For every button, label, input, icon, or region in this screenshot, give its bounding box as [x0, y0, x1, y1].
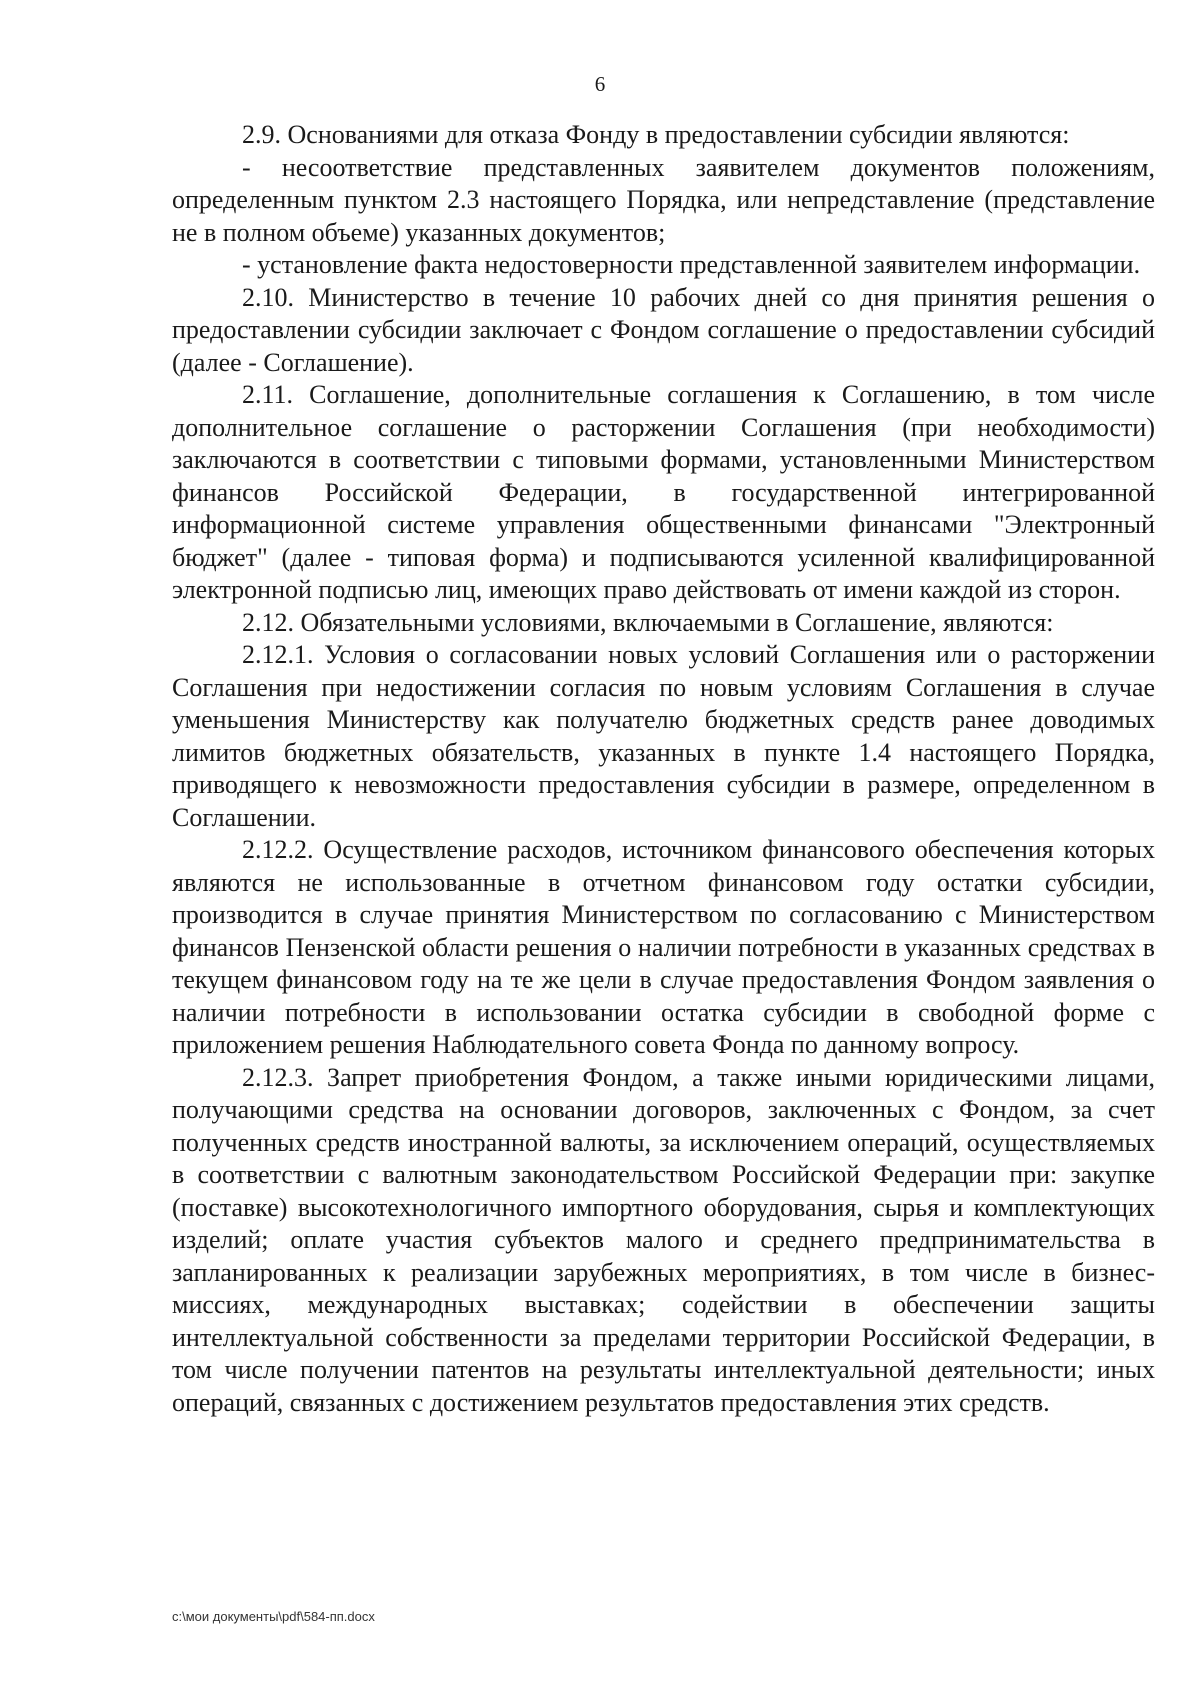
paragraph-2-12-1: 2.12.1. Условия о согласовании новых условий Соглашения или о расторжении Соглашения при недостижении согласия по новым условиям Соглашения в случае уменьшения Министерству как получателю бюджетных средств ранее доводимых лимитов бюджетных обязательств, указанных в пункте 1.4 настоящего Порядка, приводящего к невозможности предоставления субсидии в размере, определенном в Соглашении. [172, 640, 1155, 832]
paragraph-2-12-3: 2.12.3. Запрет приобретения Фондом, а также иными юридическими лицами, получающими средства на основании договоров, заключенных с Фондом, за счет полученных средств иностранной валюты, за исключением операций, осуществляемых в соответствии с валютным законодательством Российской Федерации при: закупке (поставке) высокотехнологичного импортного оборудования, сырья и комплектующих изделий; оплате участия субъектов малого и среднего предпринимательства в запланированных к реализации зарубежных мероприятиях, в том числе в бизнес-миссиях, международных выставках; содействии в обеспечении защиты интеллектуальной собственности за пределами территории Российской Федерации, в том числе получении патентов на результаты интеллектуальной деятельности; иных операций, связанных с достижением результатов предоставления этих средств. [172, 1062, 1155, 1417]
page-number: 6 [594, 72, 606, 96]
paragraph-2-9: 2.9. Основаниями для отказа Фонду в предоставлении субсидии являются: [242, 120, 1070, 149]
paragraph-2-10: 2.10. Министерство в течение 10 рабочих дней со дня принятия решения о предоставлении субсидии заключает с Фондом соглашение о предоставлении субсидий (далее - Соглашение). [172, 282, 1155, 377]
paragraph-2-9-item-1: - несоответствие представленных заявителем документов положениям, определенным пунктом 2.3 настоящего Порядка, или непредставление (представление не в полном объеме) указанных документов; [172, 152, 1155, 247]
paragraph-2-9-item-2: - установление факта недостоверности представленной заявителем информации. [242, 250, 1141, 279]
paragraph-2-12-2: 2.12.2. Осуществление расходов, источником финансового обеспечения которых являются не использованные в отчетном финансовом году остатки субсидии, производится в случае принятия Министерством по согласованию с Министерством финансов Пензенской области решения о наличии потребности в указанных средствах в текущем финансовом году на те же цели в случае предоставления Фондом заявления о наличии потребности в использовании остатка субсидии в свободной форме с приложением решения Наблюдательного совета Фонда по данному вопросу. [172, 835, 1155, 1059]
footer-file-path: c:\мои документы\pdf\584-пп.docx [172, 1609, 375, 1624]
paragraph-2-12: 2.12. Обязательными условиями, включаемыми в Соглашение, являются: [242, 607, 1054, 637]
document-body [172, 119, 1155, 1419]
paragraph-2-11: 2.11. Соглашение, дополнительные соглашения к Соглашению, в том числе дополнительное соглашение о расторжении Соглашения (при необходимости) заключаются в соответствии с типовыми формами, установленными Министерством финансов Российской Федерации, в государственной интегрированной информационной системе управления общественными финансами "Электронный бюджет" (далее - типовая форма) и подписываются усиленной квалифицированной электронной подписью лиц, имеющих право действовать от имени каждой из сторон. [172, 380, 1155, 604]
